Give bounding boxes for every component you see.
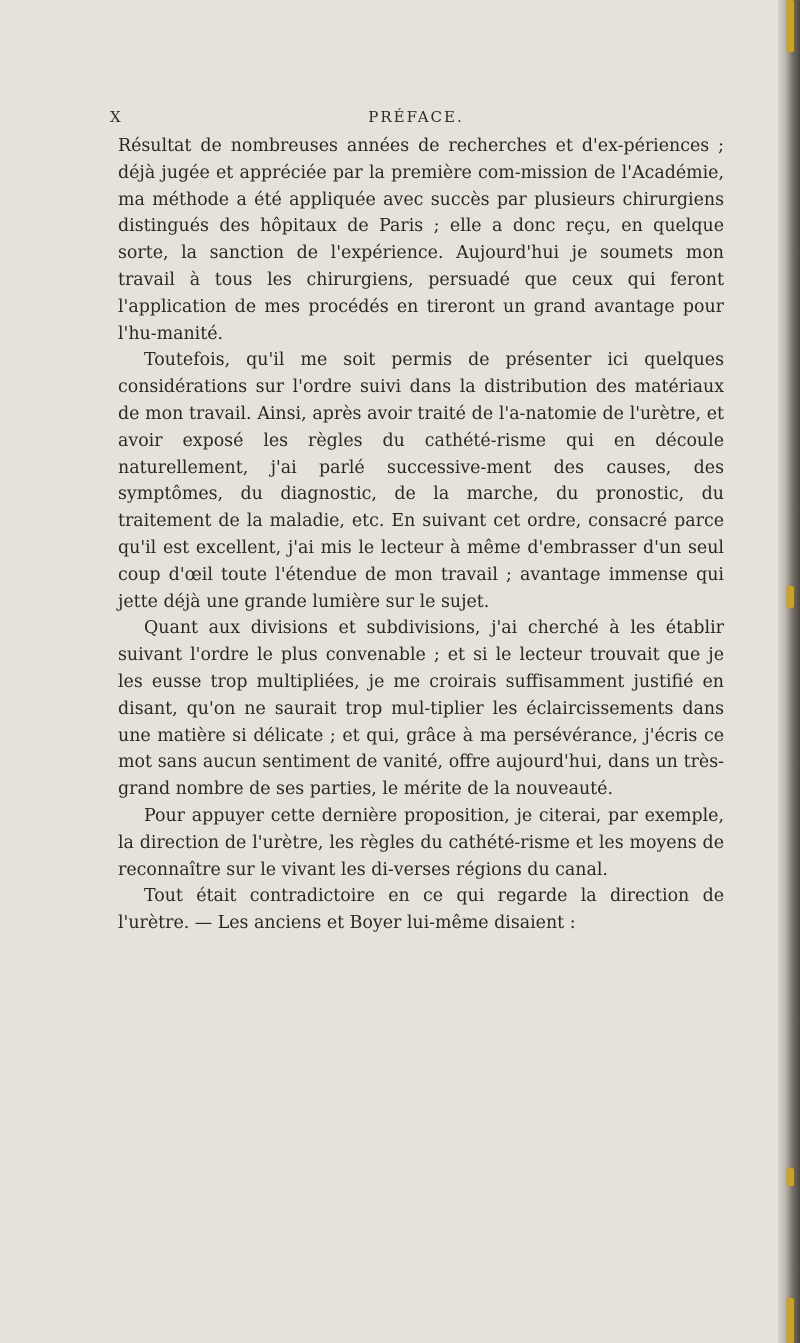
paragraph-1: Résultat de nombreuses années de recherches et d'ex-périences ; déjà jugée et appréciée par la première com-mission de l'Académie, ma méthode a été appliquée avec succès par plusieurs chirurgiens distingués des hôpitaux de Paris ; elle a donc reçu, en quelque sorte, la sanction de l'expérience. Aujourd'hui je soumets mon travail à tous les chirurgiens, persuadé que ceux qui feront l'application de mes procédés en tireront un grand avantage pour l'hu-manité.: [118, 136, 724, 344]
page-number: X: [110, 108, 122, 126]
paragraph-4: Pour appuyer cette dernière proposition, je citerai, par exemple, la direction de l'urètre, les règles du cathété-risme et les moyens de reconnaître sur le vivant les di-verses régions du canal.: [118, 805, 724, 880]
page-edge-shadow: [778, 0, 800, 1343]
running-head-title: PRÉFACE.: [368, 108, 464, 126]
binding-mark: [786, 0, 794, 52]
running-head: [110, 108, 722, 130]
paragraph-3: Quant aux divisions et subdivisions, j'ai cherché à les établir suivant l'ordre le plus convenable ; et si le lecteur trouvait que je les eusse trop multipliées, je me croirais suffisamment justifié en disant, qu'on ne saurait trop mul-tiplier les éclaircissements dans une matière si délicate ; et qui, grâce à ma persévérance, j'écris ce mot sans aucun sentiment de vanité, offre aujourd'hui, dans un très-grand nombre de ses parties, le mérite de la nouveauté.: [118, 618, 724, 800]
body-text: [118, 133, 724, 937]
paragraph-2: Toutefois, qu'il me soit permis de présenter ici quelques considérations sur l'ordre suivi dans la distribution des matériaux de mon travail. Ainsi, après avoir traité de l'a-natomie de l'urètre, et avoir exposé les règles du cathété-risme qui en découle naturellement, j'ai parlé successive-ment des causes, des symptômes, du diagnostic, de la marche, du pronostic, du traitement de la maladie, etc. En suivant cet ordre, consacré parce qu'il est excellent, j'ai mis le lecteur à même d'embrasser d'un seul coup d'œil toute l'étendue de mon travail ; avantage immense qui jette déjà une grande lumière sur le sujet.: [118, 350, 724, 612]
binding-mark: [786, 1168, 794, 1186]
binding-mark: [786, 1298, 794, 1343]
paragraph-5: Tout était contradictoire en ce qui regarde la direction de l'urètre. — Les anciens et Boyer lui-même disaient :: [118, 886, 724, 934]
binding-mark: [786, 586, 794, 608]
